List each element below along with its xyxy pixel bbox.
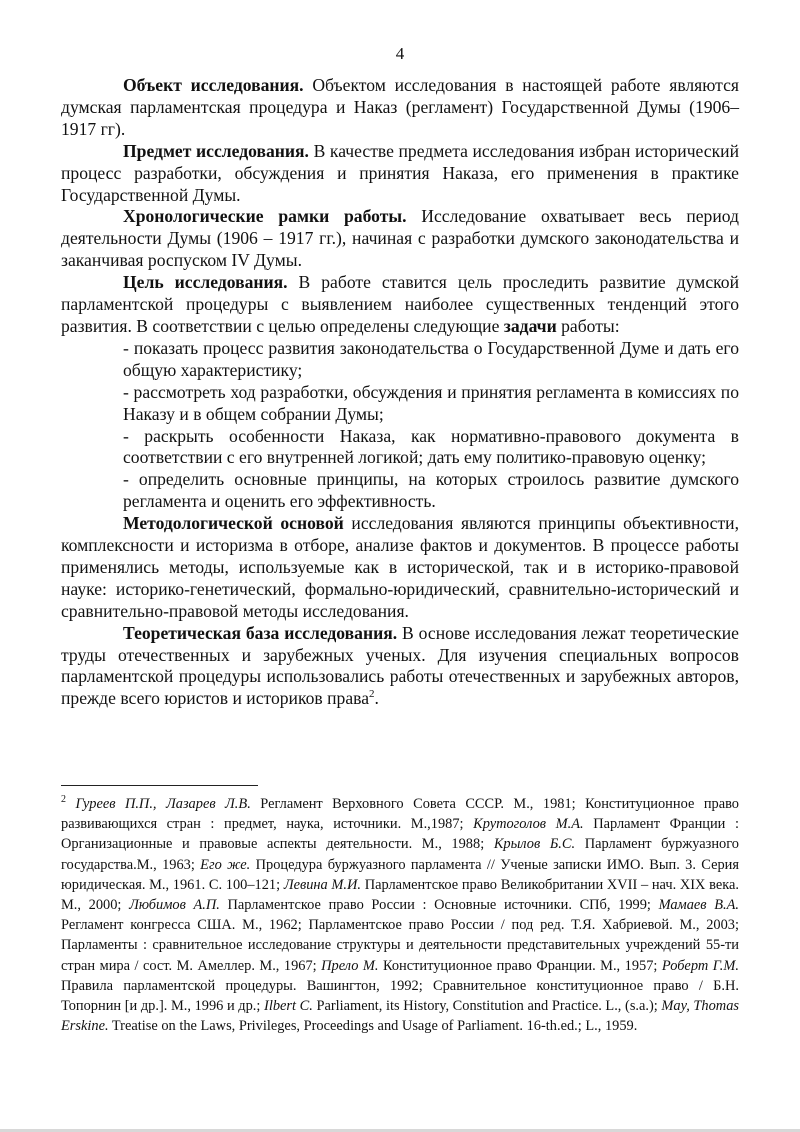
text-goal-after: работы:: [556, 315, 620, 336]
task-item: - определить основные принципы, на которых строилось развитие думского регламента и оценить его эффективность.: [123, 469, 739, 512]
footnote-author: Левина М.И.: [283, 876, 362, 893]
footnote-text: Регламент Верховного Совета СССР. М., 1981; Конституционное право развивающихся стран : предмет, наука, источники. М.,1987;: [61, 796, 739, 833]
text-object: Объектом исследования в настоящей работе являются думская парламентская процедура и Наказ (регламент) Государственной Думы (1906–1917 гг).: [61, 75, 739, 139]
footnote-divider: [61, 785, 258, 786]
footnote-text: Парламент Франции : Организационные и правовые аспекты деятельности. М., 1988;: [61, 816, 739, 853]
paragraph-chronology: [61, 206, 739, 272]
footnote-author: Мамаев В.А.: [658, 897, 739, 914]
footnote-reference[interactable]: 2: [369, 688, 375, 701]
footnote-text: Конституционное право Франции. М., 1957;: [378, 957, 662, 974]
footnote-mark: 2: [61, 794, 66, 806]
footnote-author: Его же.: [200, 856, 251, 873]
task-item: - показать процесс развития законодательства о Государственной Думе и дать его общую характеристику;: [123, 337, 739, 380]
text-goal-before: В работе ставится цель проследить развитие думской парламентской процедуры с выявлением наиболее существенных тенденций этого развития. В соответствии с целью определены следующие: [61, 272, 739, 336]
main-text: [61, 75, 739, 710]
heading-methodology: Методологической основой: [123, 513, 344, 534]
footnote-author: Ilbert C.: [264, 998, 313, 1015]
footnote-author: Роберт Г.М.: [661, 957, 739, 974]
footnote-author: Крылов Б.С.: [493, 836, 576, 853]
paragraph-object: [61, 75, 739, 141]
footnote-text: Правила парламентской процедуры. Вашингтон, 1992; Сравнительное конституционное право / Б.Н. Топорнин [и др.]. М., 1996 и др.;: [61, 977, 739, 1015]
footnote-text: Парламентское право Великобритании XVII – нач. XIX века. М., 2000;: [61, 876, 740, 914]
task-item: - рассмотреть ход разработки, обсуждения и принятия регламента в комиссиях по Наказу и в общем собрании Думы;: [123, 381, 739, 424]
paragraph-methodology: [61, 513, 739, 623]
footnote-text: Регламент конгресса США. М., 1962; Парламентское право России / под ред. Т.Я. Хабриевой. М., 2003; Парламенты : сравнительное исследование структуры и деятельности представительных учреждений 55-ти стран мира / сост. М. Амеллер. М., 1967;: [61, 917, 739, 974]
footnote-text: Treatise on the Laws, Privileges, Proceedings and Usage of Parliament. 16-th.ed.; L., 1959.: [108, 1018, 638, 1035]
heading-chronology: Хронологические рамки работы.: [123, 206, 407, 227]
paragraph-goal: [61, 272, 739, 338]
footnote-author: Прело М.: [321, 957, 379, 974]
paragraph-subject: [61, 141, 739, 207]
heading-goal: Цель исследования.: [123, 272, 288, 293]
paragraph-theory: [61, 623, 739, 711]
heading-object: Объект исследования.: [123, 75, 304, 95]
text-chronology: Исследование охватывает весь период деятельности Думы (1906 – 1917 гг.), начиная с разработки думского законодательства и заканчивая роспуском IV Думы.: [61, 206, 740, 271]
text-theory: В основе исследования лежат теоретические труды отечественных и зарубежных ученых. Для изучения специальных вопросов парламентской процедуры использовались работы отечественных и зарубежных авторов, прежде всего юристов и историков права: [61, 622, 739, 709]
footnote: [61, 794, 739, 1036]
footnote-author: May, Thomas Erskine.: [61, 998, 739, 1035]
footnote-author: Гуреев П.П., Лазарев Л.В.: [75, 796, 251, 812]
text-methodology: исследования являются принципы объективности, комплексности и историзма в отборе, анализе фактов и документов. В процессе работы применялись методы, используемые как в исторической, так и в историко-правовой науке: историко-генетический, формально-юридический, сравнительно-исторический и сравнительно-правовой методы исследования.: [61, 513, 739, 621]
footnote-text: Парламент буржуазного государства.М., 1963;: [61, 836, 739, 873]
tasks-word: задачи: [503, 315, 557, 336]
task-item: - раскрыть особенности Наказа, как нормативно-правового документа в соответствии с его внутренней логикой; дать ему политико-правовую оценку;: [123, 425, 739, 468]
page-number: 4: [395, 44, 405, 63]
footnote-author: Крутоголов М.А.: [473, 816, 584, 833]
footnote-text: Парламентское право России : Основные источники. СПб, 1999;: [219, 897, 659, 914]
task-list: [61, 338, 739, 513]
text-theory-end: .: [374, 688, 379, 709]
heading-subject: Предмет исследования.: [123, 140, 309, 161]
footnote-author: Любимов А.П.: [129, 897, 220, 914]
text-subject: В качестве предмета исследования избран исторический процесс разработки, обсуждения и принятия Наказа, его применения в практике Государственной Думы.: [61, 140, 739, 205]
footnote-text: Parliament, its History, Constitution and Practice. L., (s.a.);: [312, 998, 662, 1015]
footnote-text: Процедура буржуазного парламента // Ученые записки ИМО. Вып. 3. Серия юридическая. М., 1961. С. 100–121;: [61, 856, 739, 893]
heading-theory: Теоретическая база исследования.: [123, 622, 398, 643]
footnote-body: [61, 796, 739, 1034]
